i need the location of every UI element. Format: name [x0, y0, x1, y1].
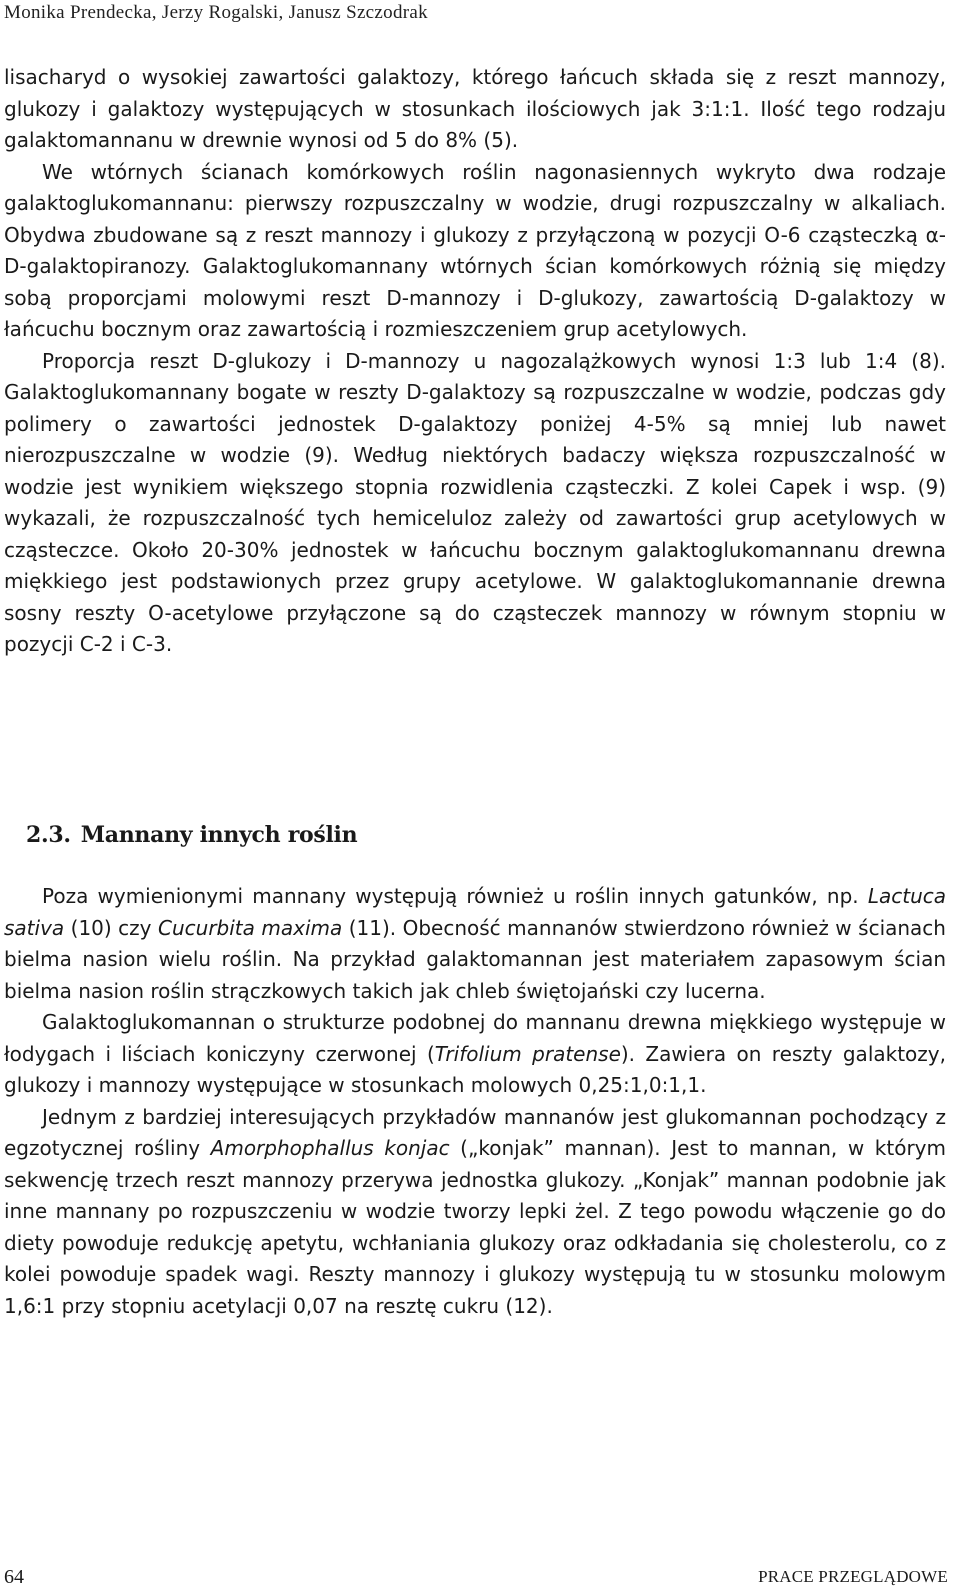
page-footer	[4, 1564, 948, 1590]
page-number: 64	[4, 1566, 24, 1588]
running-head: Monika Prendecka, Jerzy Rogalski, Janusz Szczodrak	[4, 2, 428, 23]
text-run: (11). Obecność mannanów stwierdzono również w ścianach bielma nasion wielu roślin. Na przykład galaktomannan jest materiałem zapasowym ścian bielma nasion roślin strączkowych takich jak chleb świętojański czy lucerna.	[4, 915, 946, 1003]
species-name: Cucurbita maxima	[158, 915, 343, 940]
text-run: Galaktoglukomannan o strukturze podobnej do mannanu drewna miękkiego występuje w łodygach i liściach koniczyny czerwonej (	[4, 1010, 946, 1066]
section-number: 2.3.	[26, 822, 71, 848]
species-name: Amorphophallus konjac	[210, 1136, 450, 1160]
paragraph	[4, 1102, 946, 1323]
text-run: Poza wymienionymi mannany występują również u roślin innych gatunków, np.	[42, 884, 868, 908]
paragraph: We wtórnych ścianach komórkowych roślin nagonasiennych wykryto dwa rodzaje galaktoglukomannanu: pierwszy rozpuszczalny w wodzie, drugi rozpuszczalny w alkaliach. Obydwa zbudowane są z reszt mannozy i glukozy z przyłączoną w pozycji O-6 cząsteczką α-D-galaktopiranozy. Galaktoglukomannany wtórnych ścian komórkowych różnią się między sobą proporcjami molowymi reszt D-mannozy i D-glukozy, zawartością D-galaktozy w łańcuchu bocznym oraz zawartością i rozmieszczeniem grup acetylowych.	[4, 159, 946, 341]
section-body	[4, 881, 946, 1322]
species-name: Trifolium pratense	[434, 1041, 621, 1066]
document-page	[4, 0, 948, 1592]
species-name: Lactuca sativa	[4, 884, 946, 940]
text-run: Jednym z bardziej interesujących przykładów mannanów jest glukomannan pochodzący z egzotycznej rośliny	[4, 1104, 946, 1160]
paragraph: Proporcja reszt D-glukozy i D-mannozy u nagozalążkowych wynosi 1:3 lub 1:4 (8). Galaktoglukomannany bogate w reszty D-galaktozy są rozpuszczalne w wodzie, podczas gdy polimery o zawartości jednostek D-galaktozy poniżej 4-5% są mniej lub nawet nierozpuszczalne w wodzie (9). Według niektórych badaczy większa rozpuszczalność w wodzie jest wynikiem większego stopnia rozwidlenia cząsteczki. Z kolei Capek i wsp. (9) wykazali, że rozpuszczalność tych hemiceluloz zależy od zawartości grup acetylowych w cząsteczce. Około 20-30% jednostek w łańcuchu bocznym galaktoglukomannanu drewna miękkiego jest podstawionych przez grupy acetylowe. W galaktoglukomannanie drewna sosny reszty O-acetylowe przyłączone są do cząsteczek mannozy w równym stopniu w pozycji C-2 i C-3.	[4, 348, 946, 656]
text-run: ). Zawiera on reszty galaktozy, glukozy i mannozy występujące w stosunkach molowych 0,25:1,0:1,1.	[4, 1041, 946, 1097]
continued-text	[4, 62, 946, 661]
section-title: Mannany innych roślin	[80, 822, 358, 848]
text-run: („konjak” mannan). Jest to mannan, w którym sekwencję trzech reszt mannozy przerywa jednostka glukozy. „Konjak” mannan podobnie jak inne mannany po rozpuszczeniu w wodzie tworzy lepki żel. Z tego powodu włączenie go do diety powoduje redukcję apetytu, wchłaniania glukozy oraz odkładania się cholesterolu, co z kolei powoduje spadek wagi. Reszty mannozy i glukozy występują tu w stosunku molowym 1,6:1 przy stopniu acetylacji 0,07 na resztę cukru (12).	[4, 1136, 946, 1318]
paragraph: lisacharyd o wysokiej zawartości galaktozy, którego łańcuch składa się z reszt mannozy, glukozy i galaktozy występujących w stosunkach ilościowych jak 3:1:1. Ilość tego rodzaju galaktomannanu w drewnie wynosi od 5 do 8% (5).	[4, 65, 946, 152]
text-run: (10) czy	[64, 915, 158, 940]
paragraph	[4, 881, 946, 1007]
journal-section-label: PRACE PRZEGLĄDOWE	[758, 1567, 948, 1586]
paragraph	[4, 1007, 946, 1102]
section-heading	[26, 818, 357, 852]
